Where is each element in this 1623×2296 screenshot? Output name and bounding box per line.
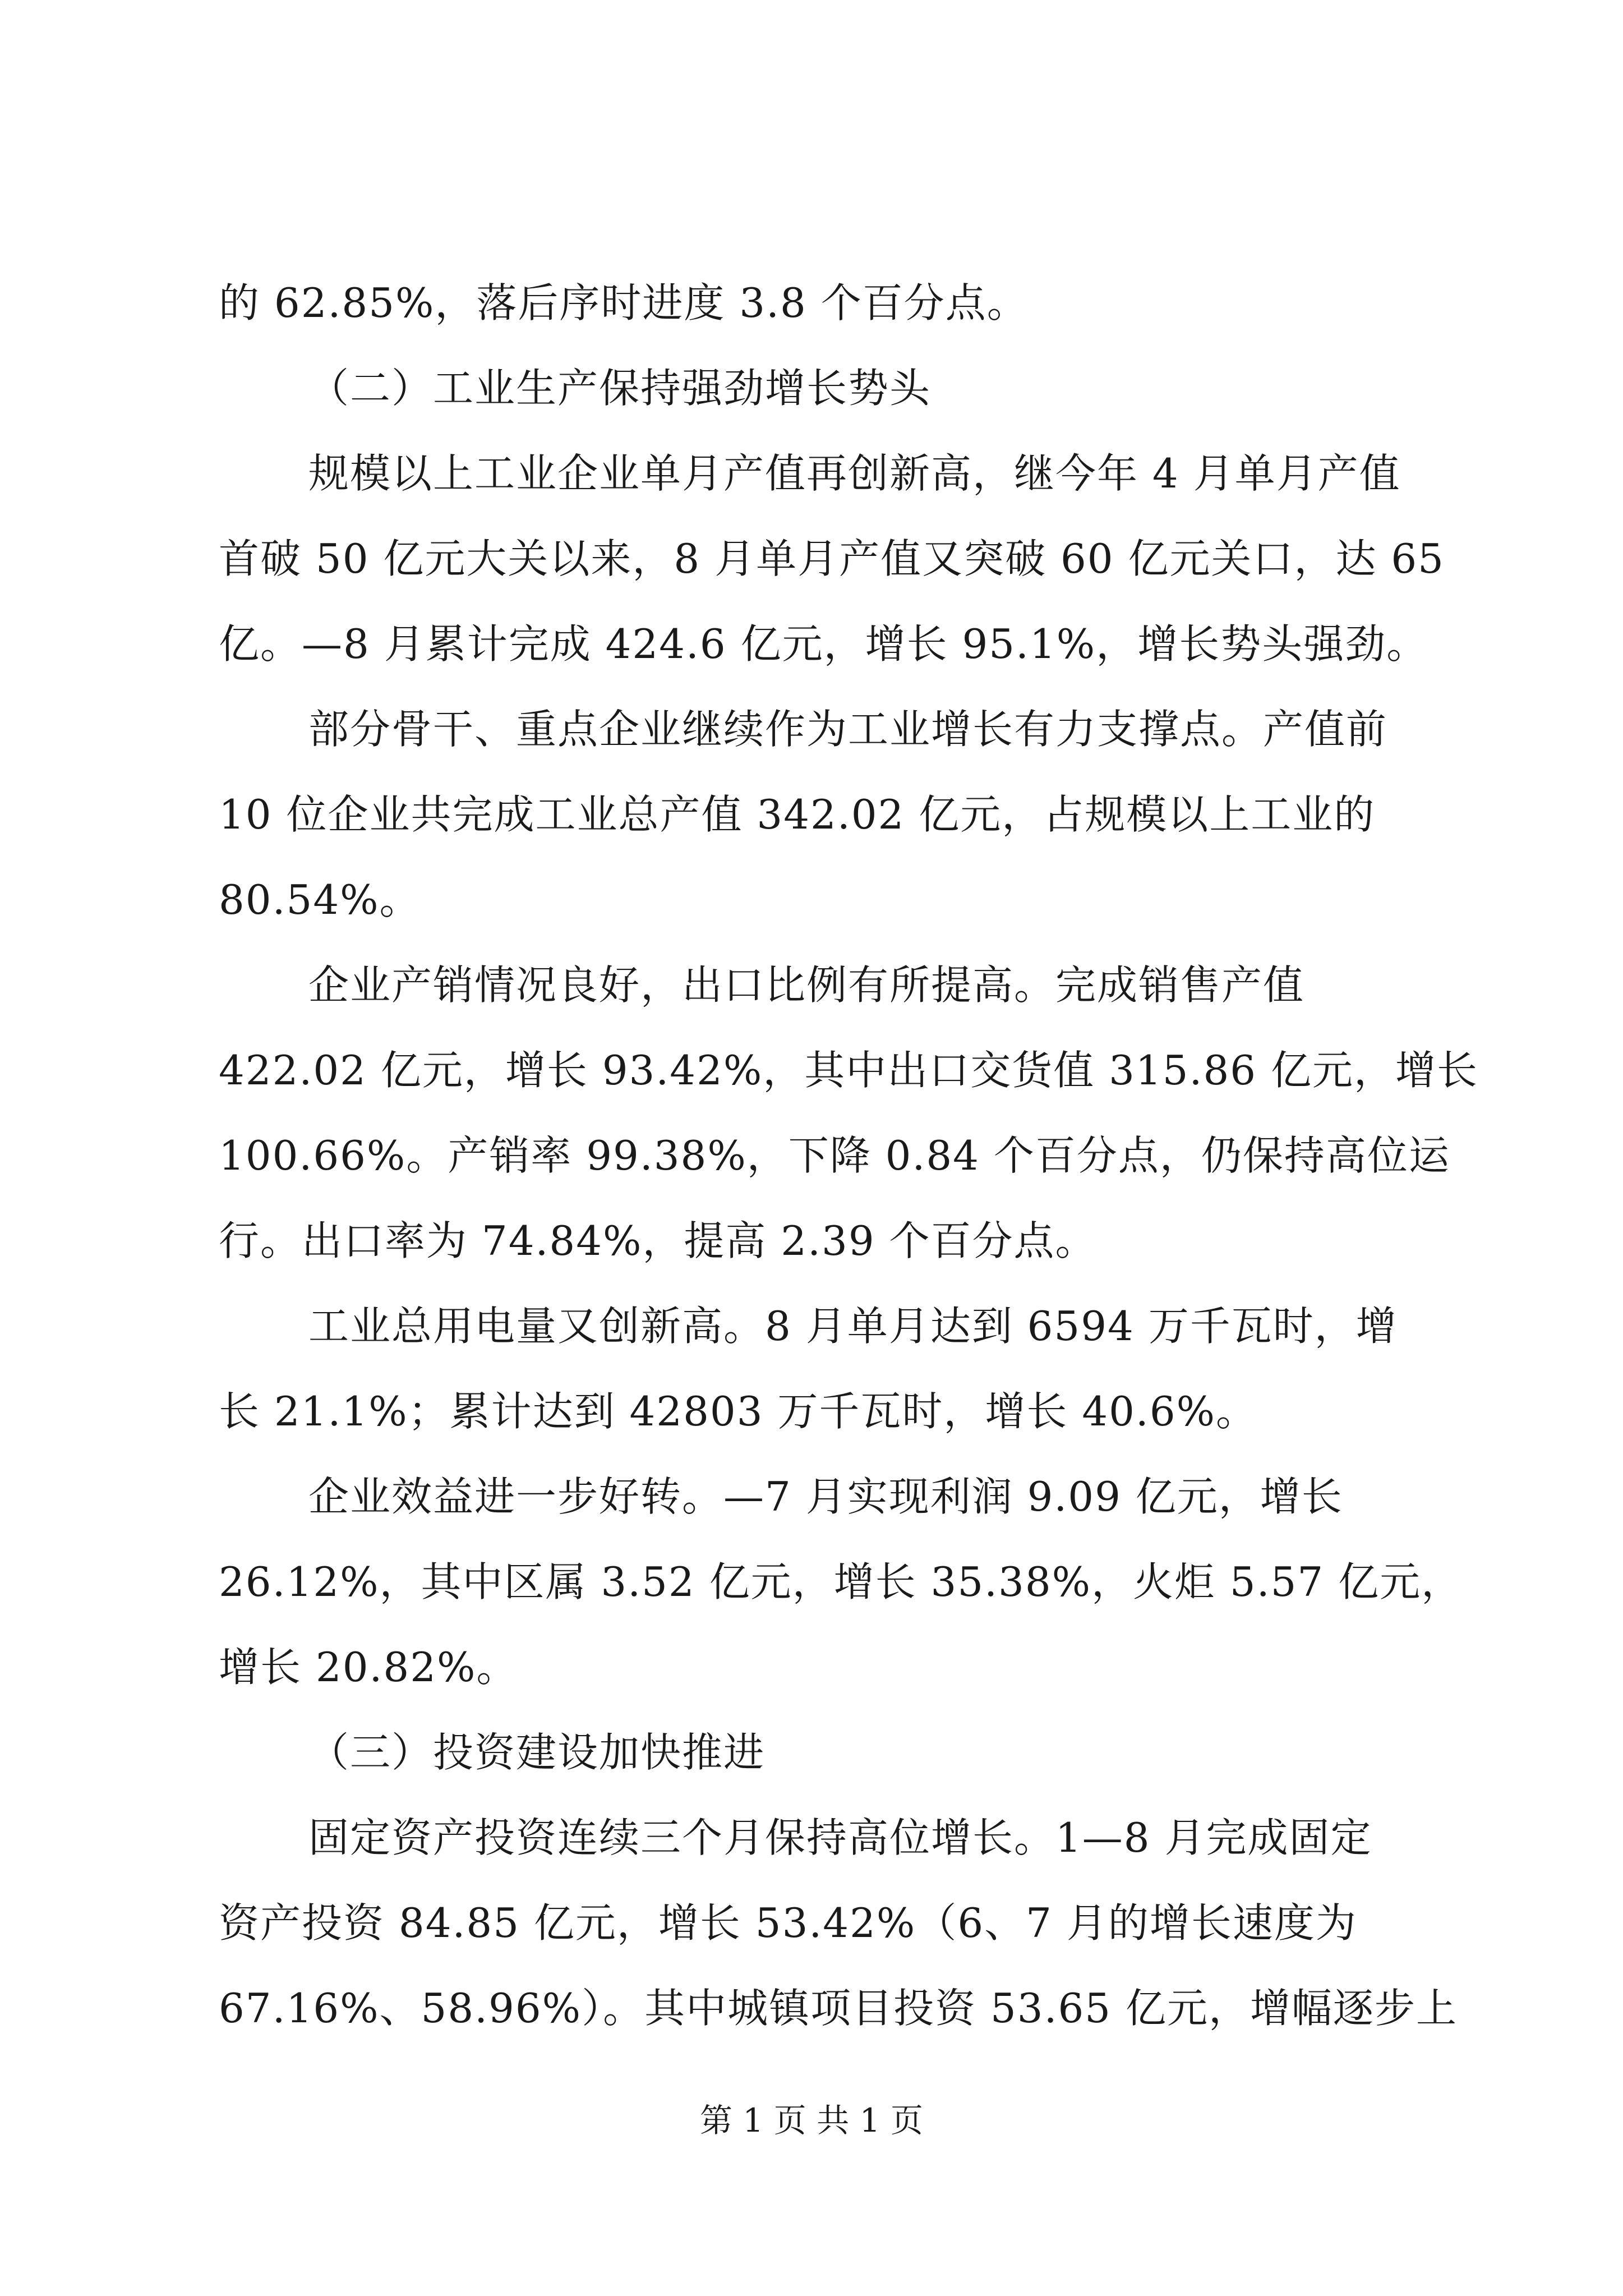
text-line: 100.66%。产销率 99.38%，下降 0.84 个百分点，仍保持高位运 <box>219 1132 1450 1179</box>
text-line: 工业总用电量又创新高。8 月单月达到 6594 万千瓦时，增 <box>308 1303 1398 1350</box>
text-line: 长 21.1%；累计达到 42803 万千瓦时，增长 40.6%。 <box>219 1388 1258 1435</box>
text-line: 首破 50 亿元大关以来，8 月单月产值又突破 60 亿元关口，达 65 <box>219 535 1445 582</box>
page-footer: 第 1 页 共 1 页 <box>700 2101 923 2139</box>
text-line: 亿。—8 月累计完成 424.6 亿元，增长 95.1%，增长势头强劲。 <box>219 620 1428 668</box>
text-line: 行。出口率为 74.84%，提高 2.39 个百分点。 <box>219 1217 1097 1264</box>
section-heading: （三）投资建设加快推进 <box>308 1729 766 1776</box>
text-line: 企业产销情况良好，出口比例有所提高。完成销售产值 <box>308 961 1305 1009</box>
text-line: 企业效益进一步好转。—7 月实现利润 9.09 亿元，增长 <box>308 1473 1343 1520</box>
text-line: 67.16%、58.96%）。其中城镇项目投资 53.65 亿元，增幅逐步上 <box>219 1985 1458 2032</box>
text-line: 80.54%。 <box>219 876 421 923</box>
text-line: 固定资产投资连续三个月保持高位增长。1—8 月完成固定 <box>308 1814 1372 1861</box>
section-heading: （二）工业生产保持强劲增长势头 <box>308 365 932 412</box>
text-line: 的 62.85%，落后序时进度 3.8 个百分点。 <box>219 279 1029 326</box>
text-line: 10 位企业共完成工业总产值 342.02 亿元，占规模以上工业的 <box>219 791 1376 838</box>
text-line: 规模以上工业企业单月产值再创新高，继今年 4 月单月产值 <box>308 450 1401 497</box>
text-line: 资产投资 84.85 亿元，增长 53.42%（6、7 月的增长速度为 <box>219 1899 1357 1947</box>
text-line: 422.02 亿元，增长 93.42%，其中出口交货值 315.86 亿元，增长 <box>219 1047 1478 1094</box>
text-line: 增长 20.82%。 <box>219 1644 518 1691</box>
text-line: 部分骨干、重点企业继续作为工业增长有力支撑点。产值前 <box>308 706 1388 753</box>
text-line: 26.12%，其中区属 3.52 亿元，增长 35.38%，火炬 5.57 亿元， <box>219 1558 1463 1605</box>
